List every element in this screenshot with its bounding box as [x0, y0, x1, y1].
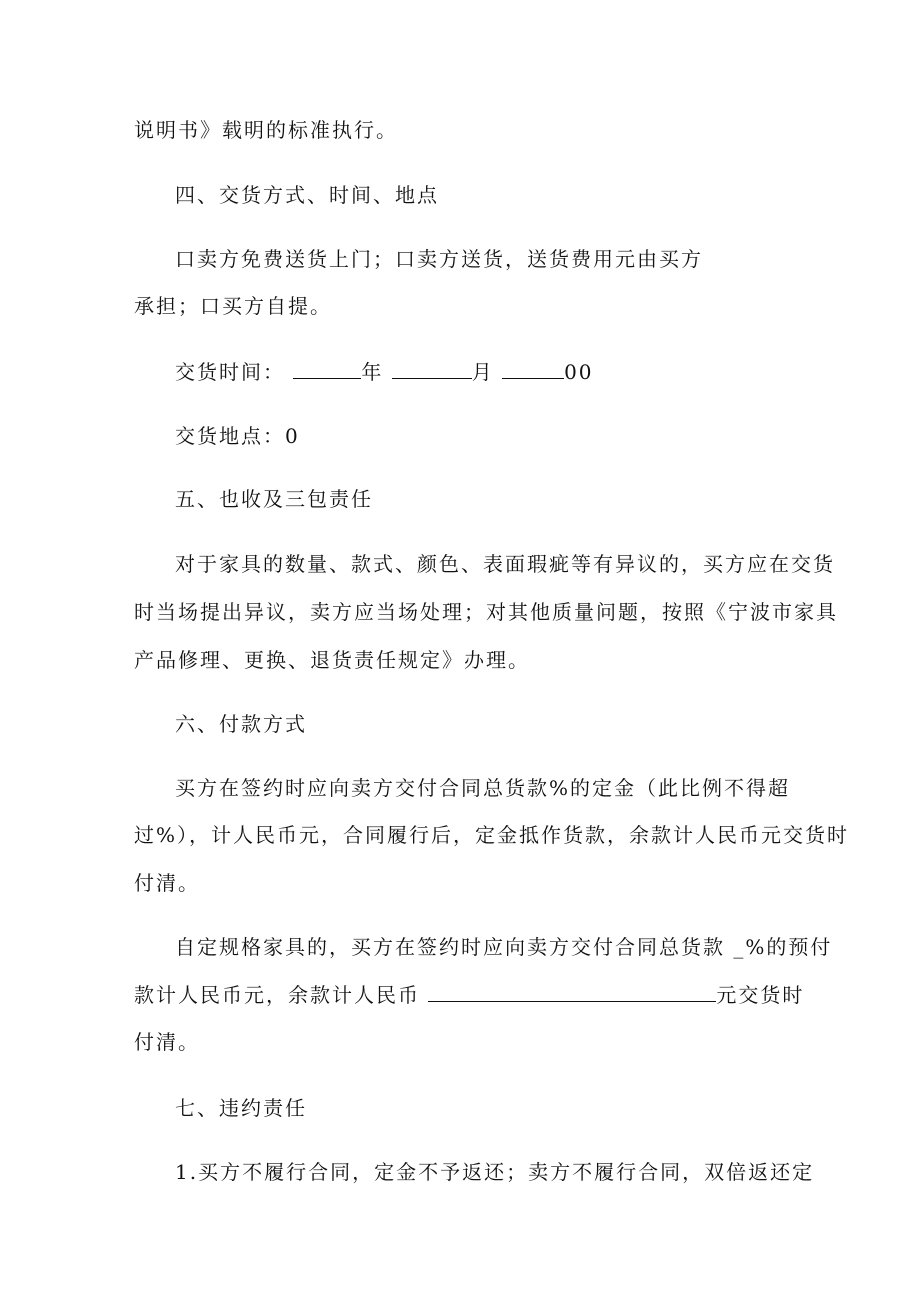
balance-blank	[428, 983, 716, 1002]
delivery-time-label: 交货时间：	[175, 360, 285, 384]
balance-suffix: 元交货时	[716, 983, 805, 1007]
delivery-time-line	[175, 360, 594, 384]
text-line: 过%），计人民币元，合同履行后，定金抵作货款，余款计人民币元交货时	[134, 823, 850, 847]
day-value: 00	[564, 360, 594, 384]
text-line: 付清。	[134, 1030, 200, 1054]
text-line: 时当场提出异议，卖方应当场处理；对其他质量问题，按照《宁波市家具	[134, 600, 838, 624]
text-line: 说明书》载明的标准执行。	[134, 118, 398, 142]
text-line: 承担；口买方自提。	[134, 294, 332, 318]
year-label: 年	[361, 360, 384, 384]
text-line: 自定规格家具的，买方在签约时应向卖方交付合同总货款 _%的预付	[175, 935, 833, 959]
day-blank	[502, 360, 564, 379]
year-blank	[293, 360, 361, 379]
text-line: 产品修理、更换、退货责任规定》办理。	[134, 648, 530, 672]
section-heading-delivery: 四、交货方式、时间、地点	[175, 183, 439, 207]
balance-label: 款计人民币元，余款计人民币	[134, 983, 420, 1007]
month-blank	[392, 360, 472, 379]
month-label: 月	[471, 360, 494, 384]
section-heading-liability: 七、违约责任	[175, 1096, 307, 1120]
text-line: 买方在签约时应向卖方交付合同总货款%的定金（此比例不得超	[175, 776, 791, 800]
section-heading-acceptance: 五、也收及三包责任	[175, 487, 373, 511]
delivery-place-line: 交货地点：0	[175, 424, 300, 448]
text-line: 付清。	[134, 871, 200, 895]
text-line: 1.买方不履行合同，定金不予返还；卖方不履行合同，双倍返还定	[175, 1160, 815, 1184]
text-line: 口卖方免费送货上门；口卖方送货，送货费用元由买方	[175, 247, 703, 271]
text-line: 对于家具的数量、款式、颜色、表面瑕疵等有异议的，买方应在交货	[175, 552, 835, 576]
balance-line	[134, 983, 804, 1007]
section-heading-payment: 六、付款方式	[175, 712, 307, 736]
